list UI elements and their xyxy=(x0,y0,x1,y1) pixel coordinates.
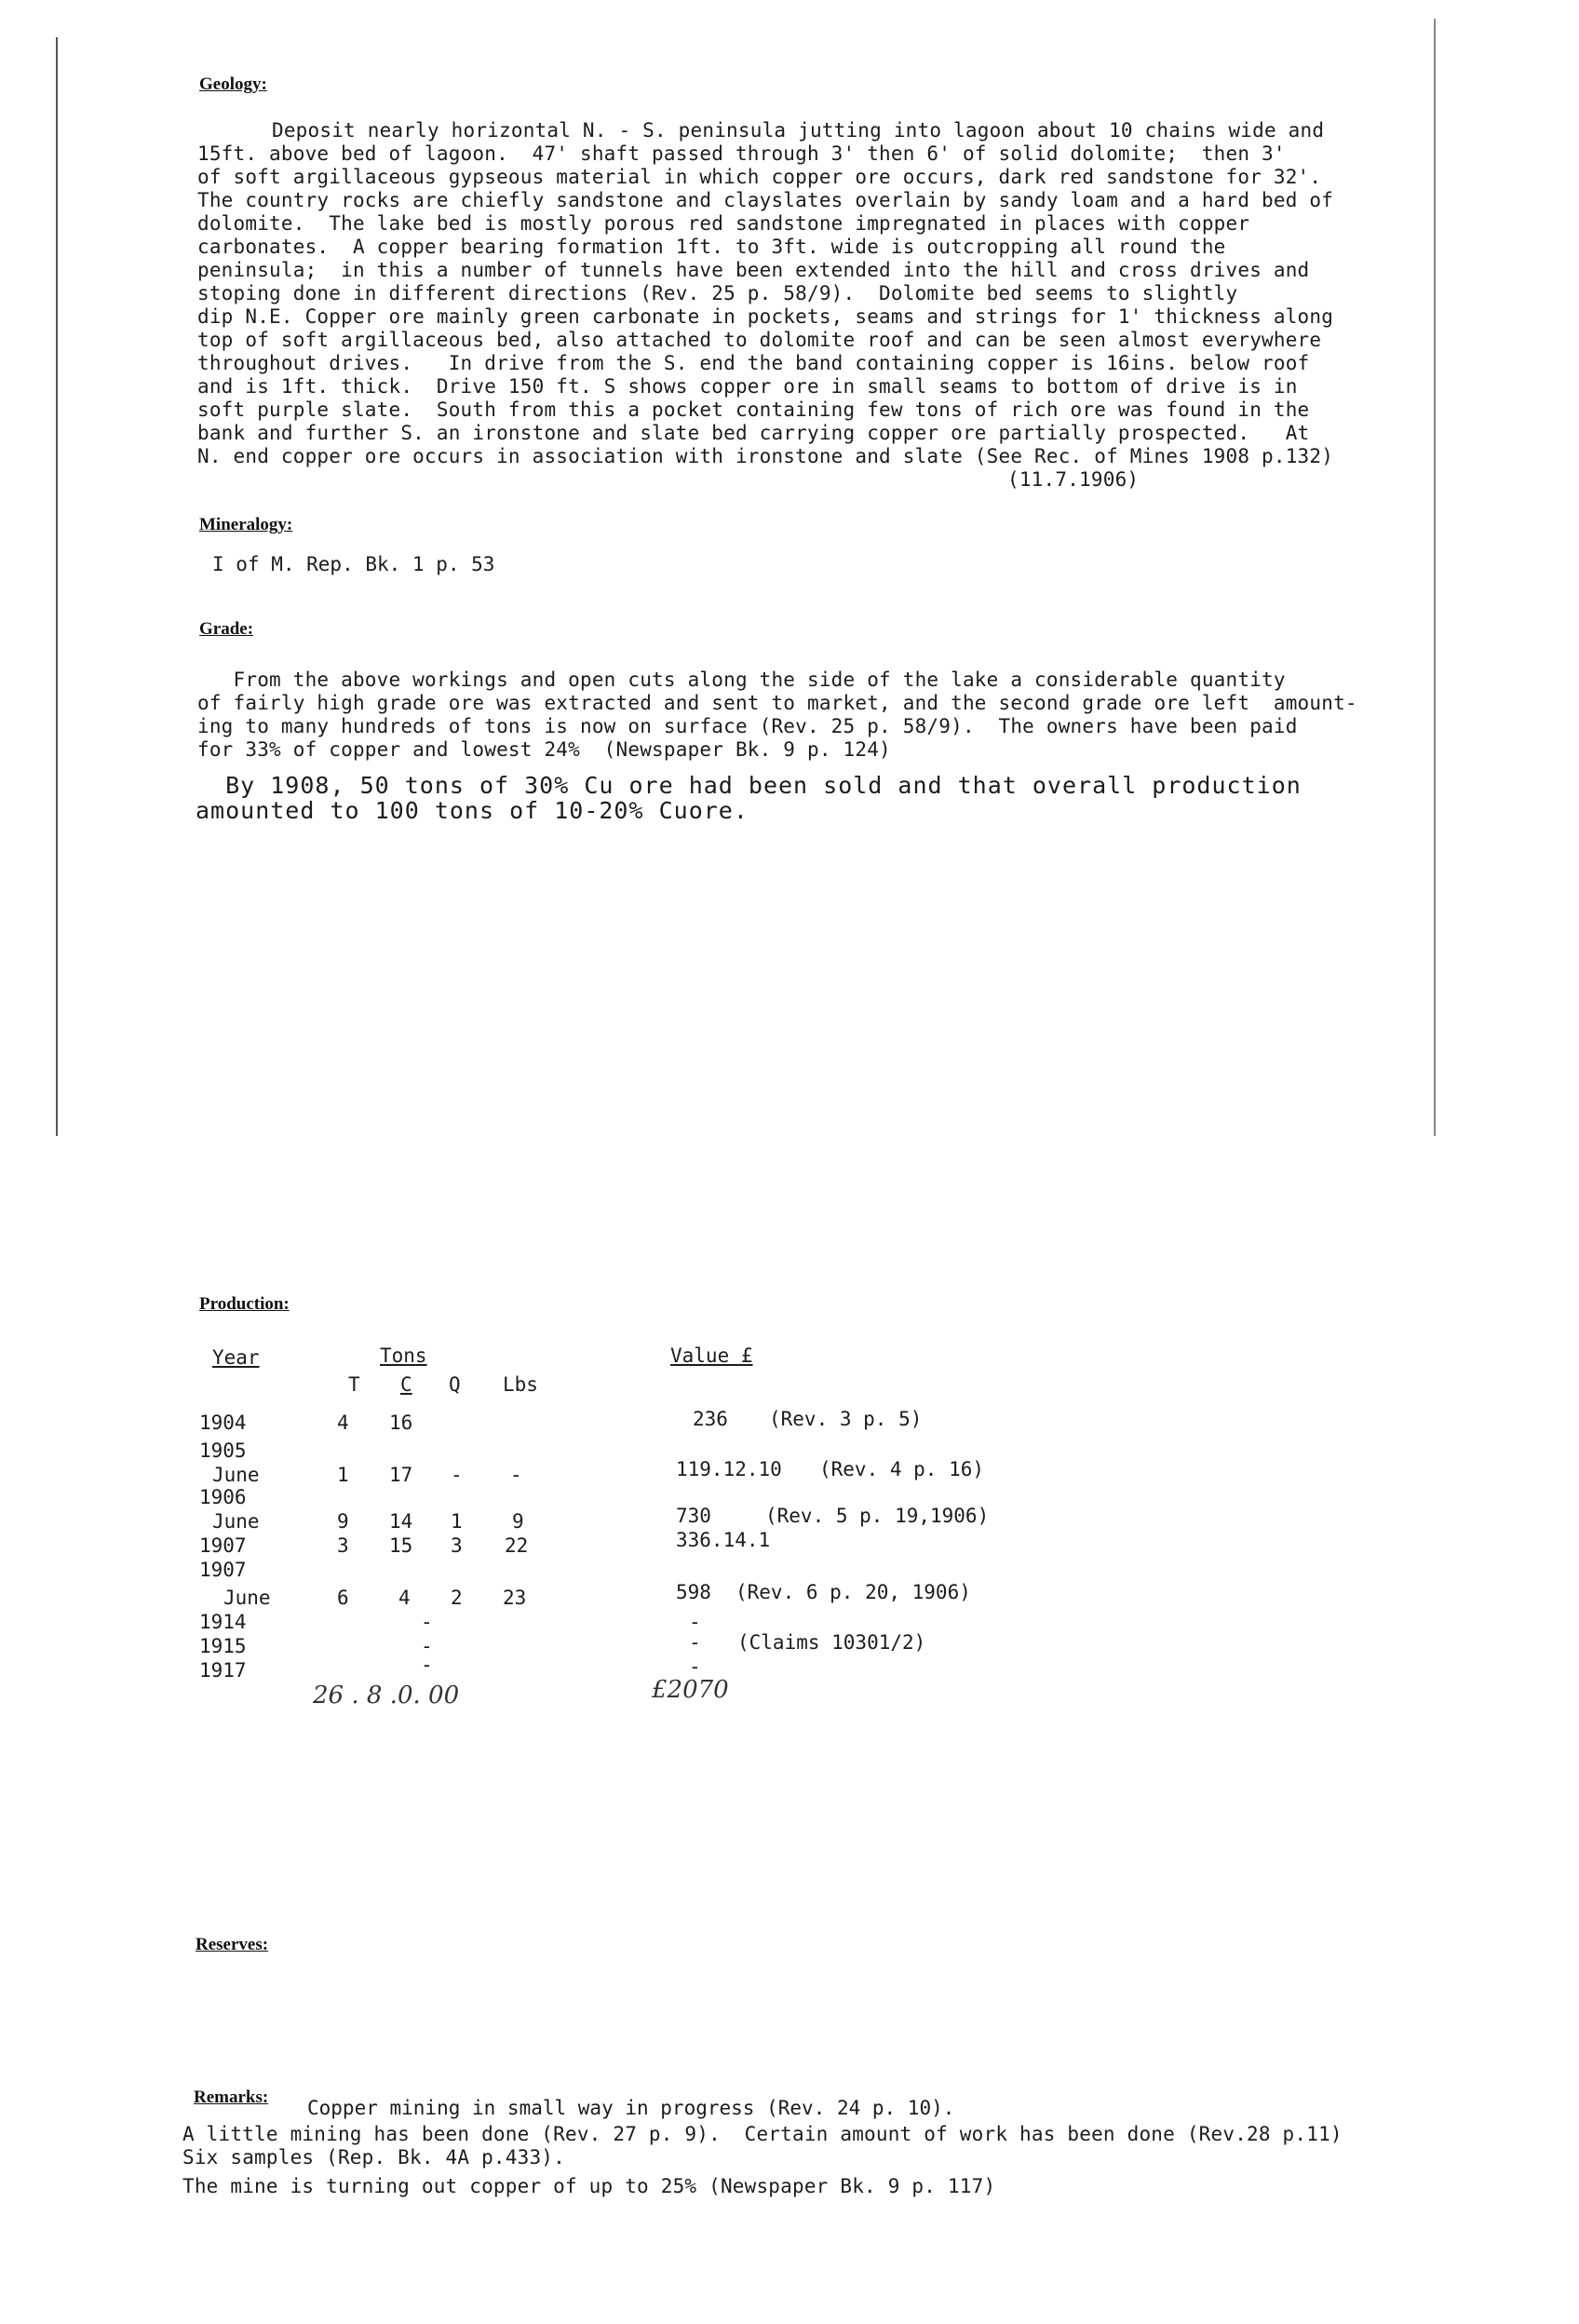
production-value: 119.12.10 xyxy=(676,1458,782,1480)
remarks-line: Six samples (Rep. Bk. 4A p.433). xyxy=(182,2146,565,2169)
grade-heading: Grade: xyxy=(199,619,254,639)
production-year: 1914 xyxy=(199,1611,247,1633)
production-t: 1 xyxy=(337,1464,349,1486)
geology-line: N. end copper ore occurs in association with ironstone and slate (See Rec. of Mines 1908 p.132) xyxy=(197,445,1334,467)
grade-added-paragraph xyxy=(196,773,1302,823)
geology-line: 15ft. above bed of lagoon. 47' shaft passed through 3' then 6' of solid dolomite; then 3' xyxy=(197,142,1286,165)
value-column-header: Value £ xyxy=(670,1344,753,1367)
production-q: 1 xyxy=(451,1510,463,1533)
grade-added-line: By 1908, 50 tons of 30% Cu ore had been sold and that overall production xyxy=(196,772,1302,799)
geology-line: top of soft argillaceous bed, also attached to dolomite roof and can be seen almost everywhere xyxy=(197,329,1322,351)
production-year: 1915 xyxy=(199,1635,247,1657)
production-value: 598 xyxy=(676,1581,711,1603)
production-value: 236 xyxy=(693,1408,728,1430)
production-ref: (Rev. 3 p. 5) xyxy=(769,1408,923,1430)
production-lbs: 23 xyxy=(503,1587,527,1609)
production-year: 1904 xyxy=(199,1412,247,1434)
production-t: 9 xyxy=(337,1510,349,1533)
production-year: 1917 xyxy=(199,1659,247,1682)
remarks-heading: Remarks: xyxy=(194,2088,269,2107)
production-t: 4 xyxy=(337,1412,349,1434)
c-column-header: C xyxy=(400,1373,412,1396)
mineralogy-reference: I of M. Rep. Bk. 1 p. 53 xyxy=(212,553,495,575)
production-c: 4 xyxy=(398,1587,411,1609)
reserves-heading: Reserves: xyxy=(196,1935,269,1954)
geology-heading: Geology: xyxy=(199,74,267,94)
remarks-line: Copper mining in small way in progress (Rev. 24 p. 10). xyxy=(307,2097,955,2119)
q-column-header: Q xyxy=(449,1373,461,1396)
geology-line: throughout drives. In drive from the S. end the band containing copper is 16ins. below roof xyxy=(197,352,1310,374)
production-lbs: 22 xyxy=(505,1534,529,1557)
production-c: 15 xyxy=(389,1534,413,1557)
production-heading: Production: xyxy=(199,1294,290,1314)
geology-line: bank and further S. an ironstone and slate bed carrying copper ore partially prospected. At xyxy=(197,422,1310,444)
production-c: - xyxy=(421,1611,433,1633)
production-value: - xyxy=(689,1655,701,1678)
handwritten-total-tons: 26 . 8 .0. 00 xyxy=(313,1682,460,1709)
production-year: June xyxy=(223,1587,271,1609)
mineralogy-heading: Mineralogy: xyxy=(199,515,293,534)
grade-line: for 33% of copper and lowest 24% (Newspaper Bk. 9 p. 124) xyxy=(197,738,891,761)
production-c: 16 xyxy=(389,1412,413,1434)
remarks-line: The mine is turning out copper of up to 25% (Newspaper Bk. 9 p. 117) xyxy=(182,2175,996,2197)
production-ref: (Rev. 6 p. 20, 1906) xyxy=(736,1581,971,1603)
production-q: - xyxy=(451,1464,463,1486)
production-c: - xyxy=(421,1654,433,1676)
geology-line: Deposit nearly horizontal N. - S. peninsula jutting into lagoon about 10 chains wide and xyxy=(272,119,1325,142)
geology-paragraph xyxy=(197,119,1333,492)
geology-date: (11.7.1906) xyxy=(1007,468,1140,491)
production-c: - xyxy=(421,1635,433,1657)
lbs-column-header: Lbs xyxy=(503,1373,538,1396)
right-scan-edge xyxy=(1434,19,1436,1136)
tons-column-header: Tons xyxy=(380,1344,427,1367)
production-t: 6 xyxy=(337,1587,349,1609)
grade-line: of fairly high grade ore was extracted and sent to market, and the second grade ore left amount- xyxy=(197,692,1357,714)
production-lbs: 9 xyxy=(512,1510,524,1533)
production-year: 1905 xyxy=(199,1439,247,1462)
production-ref: (Rev. 5 p. 19,1906) xyxy=(765,1505,990,1527)
production-year: June xyxy=(212,1464,260,1486)
year-column-header: Year xyxy=(212,1346,260,1369)
production-c: 14 xyxy=(389,1510,413,1533)
geology-line: dolomite. The lake bed is mostly porous red sandstone impregnated in places with copper xyxy=(197,212,1250,235)
production-ref: (Rev. 4 p. 16) xyxy=(819,1458,985,1480)
production-t: 3 xyxy=(337,1534,349,1557)
production-value: 730 xyxy=(676,1505,711,1527)
production-c: 17 xyxy=(389,1464,413,1486)
production-year: June xyxy=(212,1510,260,1533)
production-year: 1907 xyxy=(199,1559,247,1581)
geology-line: The country rocks are chiefly sandstone and clayslates overlain by sandy loam and a hard bed of xyxy=(197,189,1334,211)
t-column-header: T xyxy=(348,1373,360,1396)
production-q: 3 xyxy=(451,1534,463,1557)
production-year: 1907 xyxy=(199,1534,247,1557)
grade-paragraph xyxy=(197,669,1357,762)
geology-line: of soft argillaceous gypseous material in which copper ore occurs, dark red sandstone for 32'. xyxy=(197,166,1322,188)
geology-line: stoping done in different directions (Rev. 25 p. 58/9). Dolomite bed seems to slightly xyxy=(197,282,1238,304)
handwritten-total-value: £2070 xyxy=(652,1676,729,1704)
grade-line: ing to many hundreds of tons is now on surface (Rev. 25 p. 58/9). The owners have been paid xyxy=(197,715,1298,737)
geology-line: carbonates. A copper bearing formation 1ft. to 3ft. wide is outcropping all round the xyxy=(197,236,1226,258)
geology-line: soft purple slate. South from this a pocket containing few tons of rich ore was found in the xyxy=(197,399,1310,421)
production-value: 336.14.1 xyxy=(676,1529,771,1551)
production-year: 1906 xyxy=(199,1486,247,1508)
geology-line: peninsula; in this a number of tunnels have been extended into the hill and cross drives and xyxy=(197,259,1310,281)
remarks-line: A little mining has been done (Rev. 27 p. 9). Certain amount of work has been done (Rev.28 p.11) xyxy=(182,2123,1343,2145)
production-lbs: - xyxy=(510,1464,522,1486)
production-ref: (Claims 10301/2) xyxy=(737,1631,926,1654)
left-scan-edge xyxy=(56,37,58,1136)
grade-line: From the above workings and open cuts along the side of the lake a considerable quantity xyxy=(197,669,1286,691)
geology-line: dip N.E. Copper ore mainly green carbonate in pockets, seams and strings for 1' thickness along xyxy=(197,305,1334,328)
production-q: 2 xyxy=(451,1587,463,1609)
production-value: - xyxy=(689,1611,701,1633)
grade-added-line: amounted to 100 tons of 10-20% Cuore. xyxy=(196,797,749,824)
geology-line: and is 1ft. thick. Drive 150 ft. S shows copper ore in small seams to bottom of drive is in xyxy=(197,375,1298,398)
production-value: - xyxy=(689,1631,701,1654)
remarks-paragraph xyxy=(182,2123,1343,2198)
